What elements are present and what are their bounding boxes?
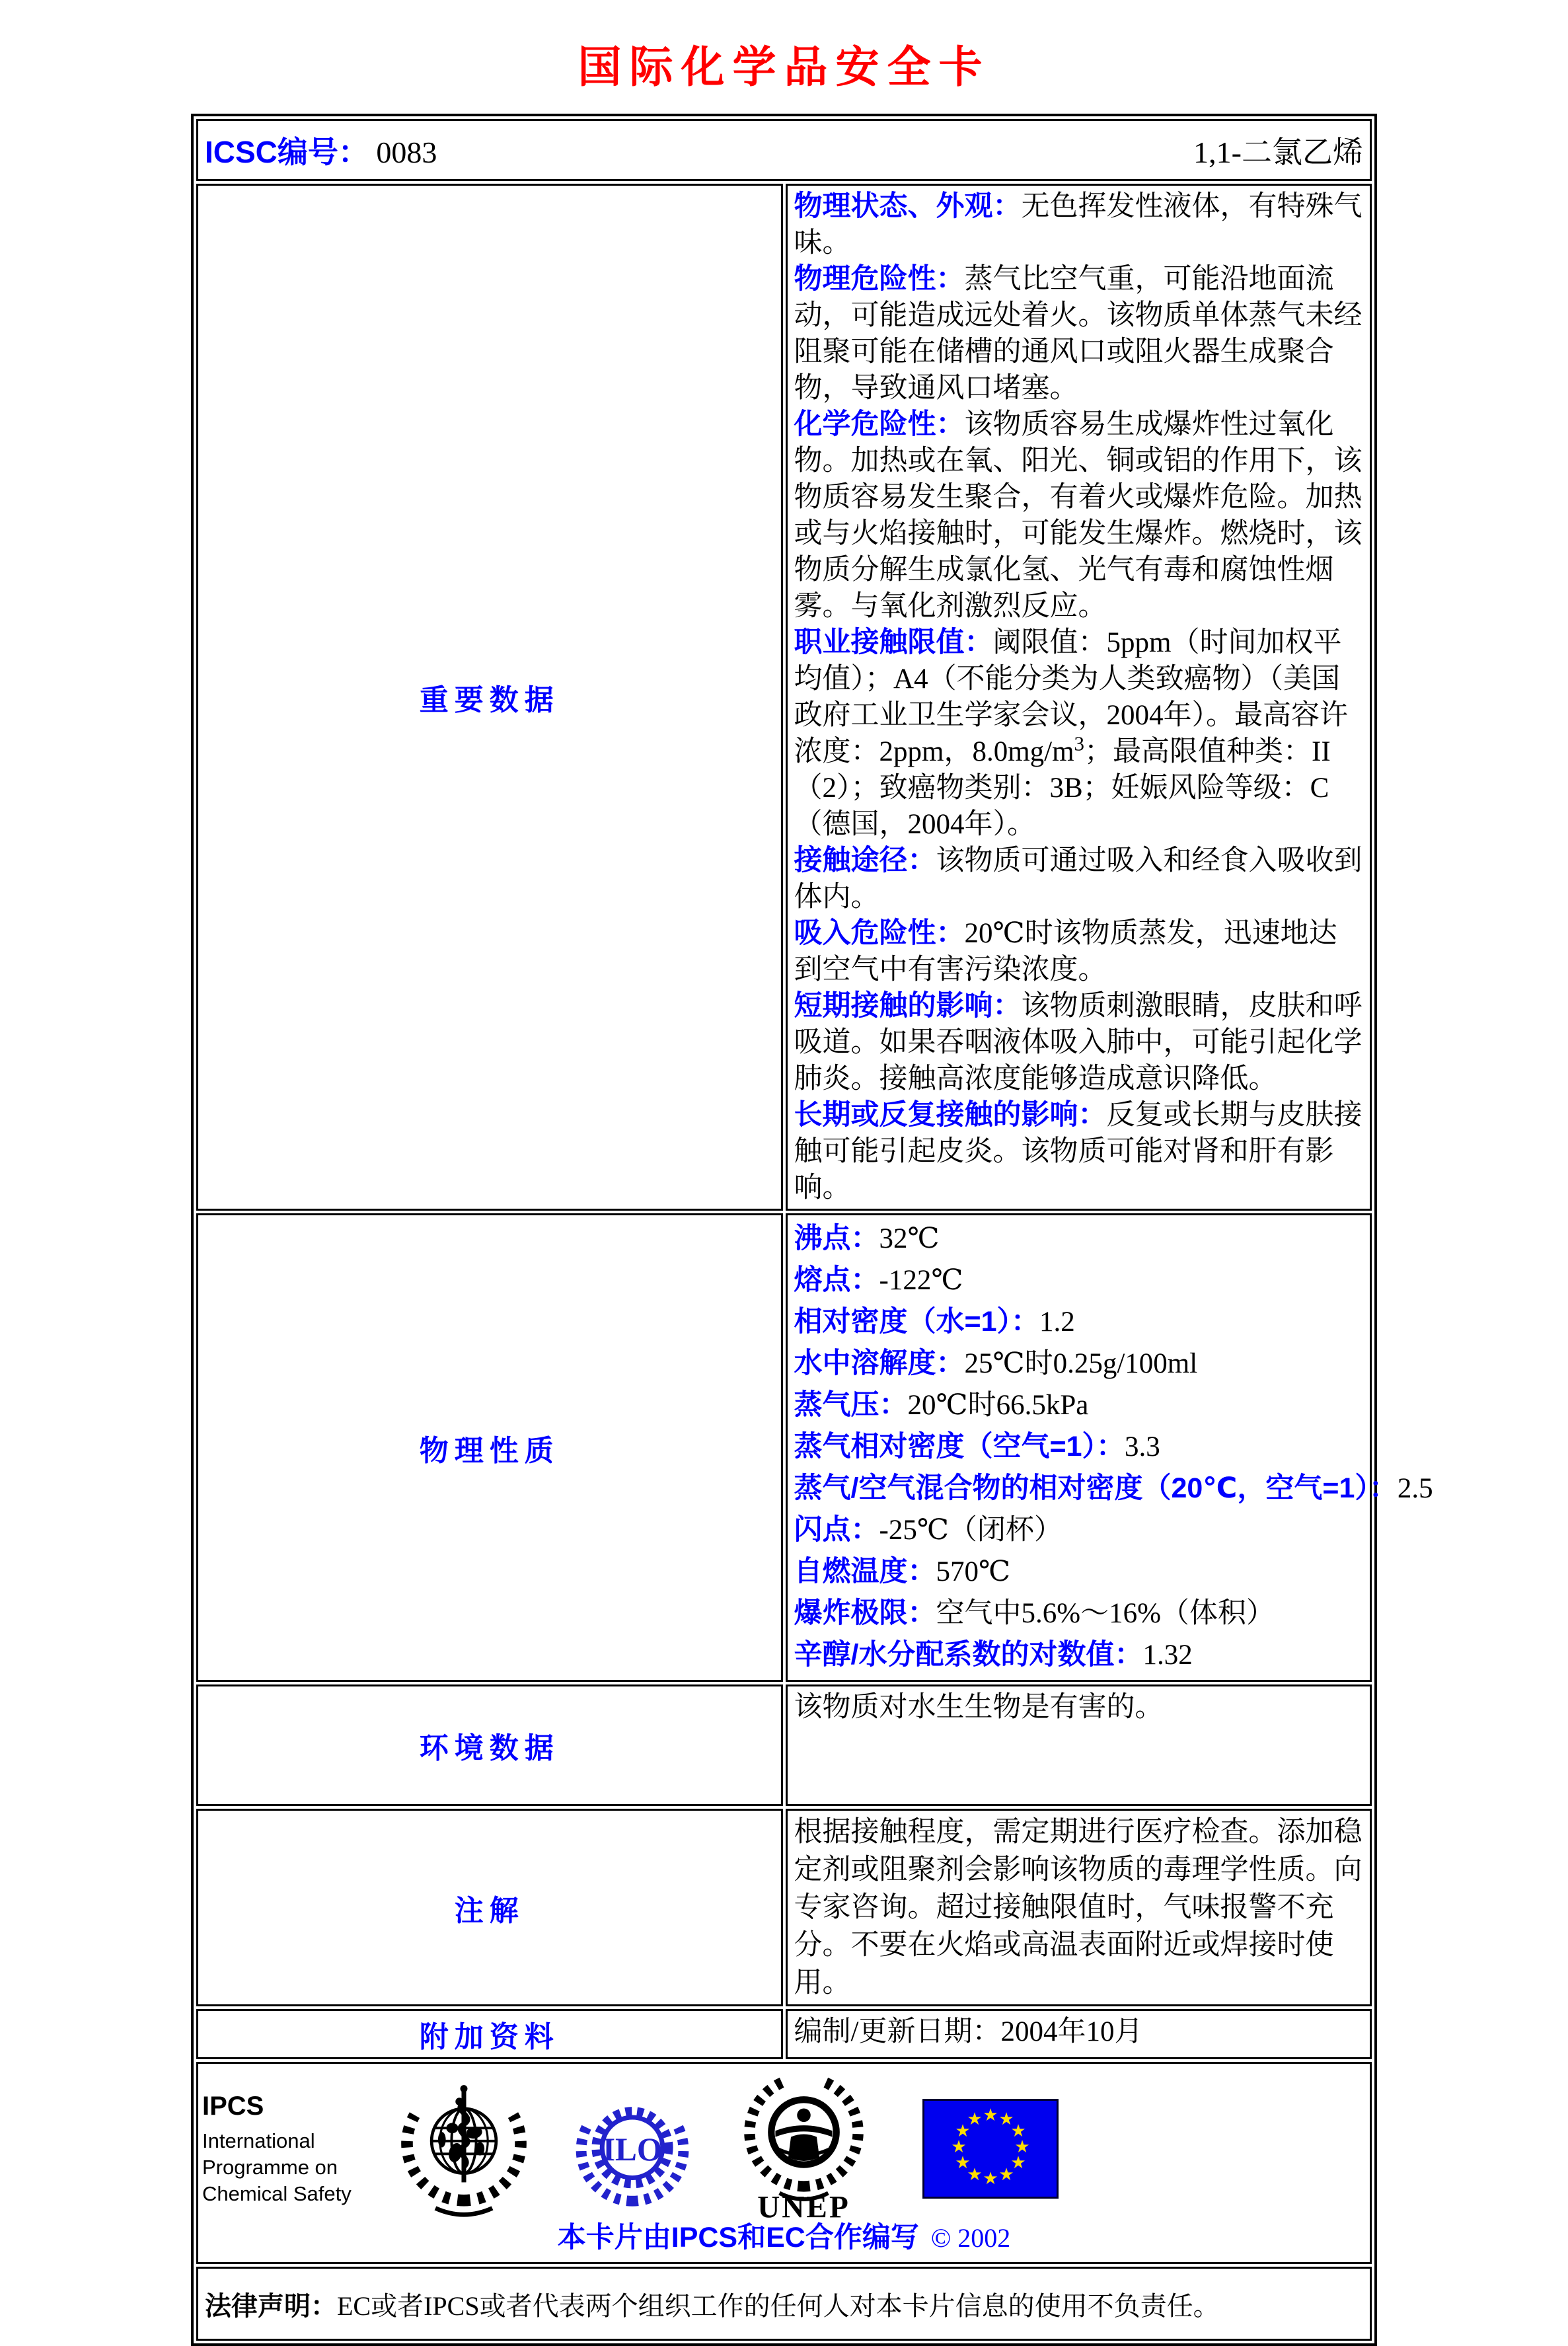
ipcs-text-block: IPCS International Programme on Chemical Safety xyxy=(202,2092,379,2207)
notes-content xyxy=(786,1809,1372,2006)
property-relative-density: 相对密度（水=1）：1.2 xyxy=(794,1306,1075,1338)
environmental-data-row xyxy=(196,1684,1372,1806)
property-autoignition-temperature: 自燃温度：570℃ xyxy=(794,1556,1011,1587)
who-logo-icon xyxy=(379,2076,548,2221)
unep-caption: UNEP xyxy=(757,2190,850,2225)
important-data-content xyxy=(786,184,1372,1211)
paragraph-inhalation-risk: 吸入危险性：20℃时该物质蒸发，迅速地达到空气中有害污染浓度。 xyxy=(794,917,1337,985)
additional-info-row xyxy=(196,2009,1372,2059)
header-cell xyxy=(196,119,1372,181)
row-label-environmental-data: 环境数据 xyxy=(196,1684,783,1806)
footer-credit-text: 本卡片由IPCS和EC合作编写 xyxy=(557,2222,919,2253)
eu-flag: ★ ★ ★ ★ ★ ★ ★ ★ ★ ★ ★ ★ xyxy=(922,2099,1059,2199)
paragraph-physical-state: 物理状态、外观：无色挥发性液体，有特殊气味。 xyxy=(794,190,1363,258)
icsc-table xyxy=(191,114,1433,2346)
card-footer xyxy=(198,2215,1370,2255)
property-vapor-air-density: 蒸气/空气混合物的相对密度（20℃，空气=1）：2.5 xyxy=(794,1472,1433,1504)
unep-logo-icon xyxy=(716,2072,891,2224)
legal-cell xyxy=(196,2267,1372,2341)
property-explosive-limits: 爆炸极限：空气中5.6%～16%（体积） xyxy=(794,1597,1275,1629)
notes-row xyxy=(196,1809,1372,2006)
row-label-physical-properties: 物理性质 xyxy=(196,1213,783,1682)
property-vapor-density: 蒸气相对密度（空气=1）：3.3 xyxy=(794,1431,1160,1462)
paragraph-short-term-effects: 短期接触的影响：该物质刺激眼睛，皮肤和呼吸道。如果吞咽液体吸入肺中，可能引起化学肺炎。接触高浓度能够造成意识降低。 xyxy=(794,990,1363,1094)
legal-notice-label: 法律声明： xyxy=(205,2291,337,2321)
property-vapor-pressure: 蒸气压：20℃时66.5kPa xyxy=(794,1389,1089,1421)
chemical-name: 1,1-二氯乙烯 xyxy=(1193,135,1363,169)
additional-info-content xyxy=(786,2009,1372,2059)
footer-copyright: © 2002 xyxy=(930,2223,1011,2253)
property-water-solubility: 水中溶解度：25℃时0.25g/100ml xyxy=(794,1347,1198,1379)
legal-notice-text: EC或者IPCS或者代表两个组织工作的任何人对本卡片信息的使用不负责任。 xyxy=(337,2290,1220,2321)
property-melting-point: 熔点：-122℃ xyxy=(794,1264,963,1296)
important-data-row xyxy=(196,184,1372,1211)
superscript-3: 3 xyxy=(1074,732,1085,755)
legal-row xyxy=(196,2267,1372,2341)
header-row xyxy=(196,119,1372,181)
paragraph-occupational-exposure-limits: 职业接触限值：阈限值：5ppm（时间加权平均值）；A4（不能分类为人类致癌物）（美国政府工业卫生学家会议，2004年）。最高容许浓度：2ppm，$8.0mg/m^3$；最高限值种类：II（2）；致癌物类别：3B；妊娠风险等级：C（德国，2004年）。 xyxy=(794,626,1348,840)
paragraph-physical-dangers: 物理危险性：蒸气比空气重，可能沿地面流动，可能造成远处着火。该物质单体蒸气未经阻聚可能在储槽的通风口或阻火器生成聚合物，导致通风口堵塞。 xyxy=(794,263,1363,404)
icsc-number-value: 0083 xyxy=(376,135,437,169)
physical-properties-row xyxy=(196,1213,1372,1682)
property-flash-point: 闪点：-25℃（闭杯） xyxy=(794,1514,1063,1546)
logo-strip xyxy=(198,2073,1370,2224)
paragraph-chemical-dangers: 化学危险性：该物质容易生成爆炸性过氧化物。加热或在氧、阳光、铜或铝的作用下，该物质容易发生聚合，有着火或爆炸危险。加热或与火焰接触时，可能发生爆炸。燃烧时，该物质分解生成氯化氢、光气有毒和腐蚀性烟雾。与氧化剂激烈反应。 xyxy=(794,408,1363,622)
row-label-notes: 注解 xyxy=(196,1809,783,2006)
additional-info-text: 编制/更新日期：2004年10月 xyxy=(794,2016,1143,2047)
property-octanol-water-partition: 辛醇/水分配系数的对数值：1.32 xyxy=(794,1639,1193,1671)
logos-cell xyxy=(196,2062,1372,2264)
icsc-number-label: ICSC编号： xyxy=(205,135,369,169)
eu-flag-icon xyxy=(891,2099,1090,2199)
ilo-letters: ILO xyxy=(602,2131,662,2168)
environmental-data-content xyxy=(786,1684,1372,1806)
logos-row xyxy=(196,2062,1372,2264)
row-label-important-data: 重要数据 xyxy=(196,184,783,1211)
environmental-data-text: 该物质对水生生物是有害的。 xyxy=(794,1692,1164,1723)
page-title: 国际化学品安全卡 xyxy=(578,44,990,92)
icsc-number-group xyxy=(205,128,437,172)
paragraph-long-term-effects: 长期或反复接触的影响：反复或长期与皮肤接触可能引起皮炎。该物质可能对肾和肝有影响。 xyxy=(794,1099,1363,1203)
ilo-logo-icon xyxy=(548,2087,716,2211)
notes-text: 根据接触程度，需定期进行医疗检查。添加稳定剂或阻聚剂会影响该物质的毒理学性质。向专家咨询。超过接触限值时，气味报警不充分。不要在火焰或高温表面附近或焊接时使用。 xyxy=(794,1817,1363,1998)
physical-properties-content xyxy=(786,1213,1433,1682)
ipcs-title: IPCS xyxy=(202,2092,264,2121)
paragraph-routes-of-exposure: 接触途径：该物质可通过吸入和经食入吸收到体内。 xyxy=(794,845,1363,913)
row-label-additional-info: 附加资料 xyxy=(196,2009,783,2059)
property-boiling-point: 沸点：32℃ xyxy=(794,1223,940,1254)
